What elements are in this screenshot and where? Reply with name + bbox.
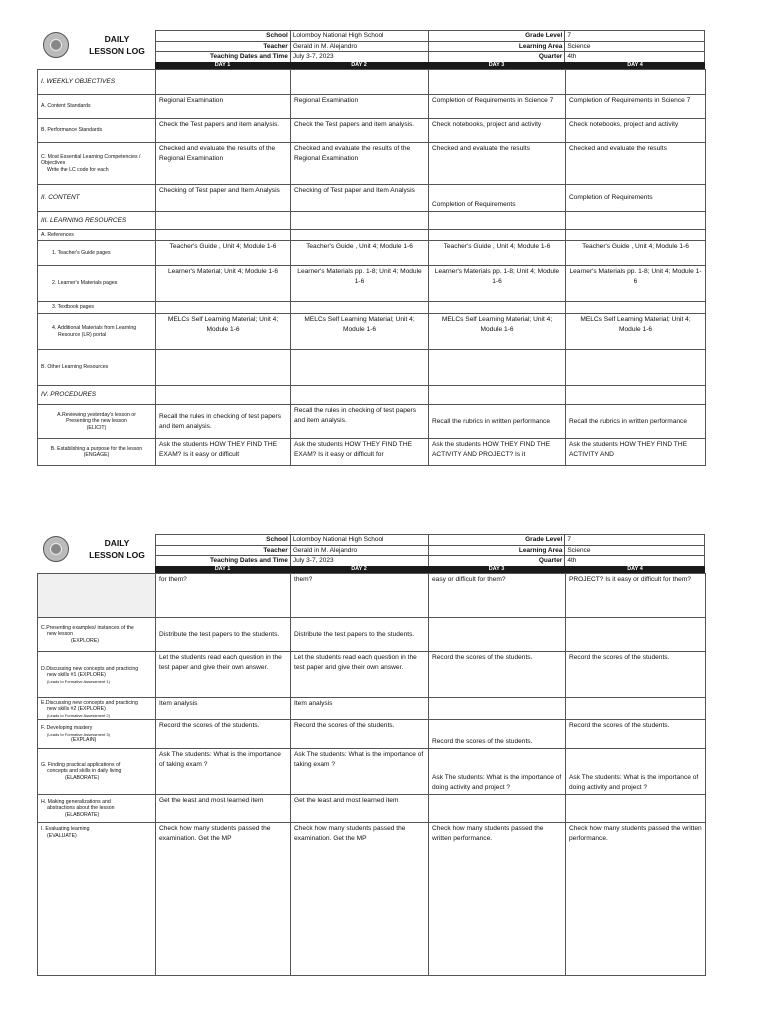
procedures-row	[38, 386, 706, 405]
row-label: D.Discussing new concepts and practicing new skills #1 (EXPLORE) (Leads to Formative Assessment 1)	[38, 652, 156, 698]
row-label: A. Content Standards	[38, 95, 156, 119]
dates-label: Teaching Dates and Time	[156, 556, 291, 567]
learning-resources-row	[38, 212, 706, 230]
cell: Learner's Material; Unit 4; Module 1-6	[156, 266, 291, 302]
cell	[429, 618, 566, 652]
cell	[429, 795, 566, 823]
cell: Teacher's Guide , Unit 4; Module 1-6	[291, 241, 429, 266]
cell: Item analysis	[156, 698, 291, 720]
day-2-header: DAY 2	[290, 566, 428, 573]
cell: Checked and evaluate the results	[429, 143, 566, 185]
cell: Learner's Materials pp. 1-8; Unit 4; Module 1-6	[291, 266, 429, 302]
cell: Record the scores of the students.	[291, 720, 429, 749]
dates-value: July 3-7, 2023	[290, 52, 428, 63]
grade-label: Grade Level	[428, 31, 565, 42]
days-bar	[155, 62, 705, 69]
row-label: 1. Teacher's Guide pages	[38, 241, 156, 266]
area-label: Learning Area	[428, 545, 565, 556]
deped-seal-icon	[43, 536, 69, 562]
lesson-log-page-2	[37, 534, 705, 976]
cell: for them?	[156, 574, 291, 618]
section-heading: III. LEARNING RESOURCES	[38, 212, 156, 230]
day-3-header: DAY 3	[428, 566, 565, 573]
teachers-guide-row	[38, 241, 706, 266]
cell	[566, 618, 706, 652]
cell: Recall the rules in checking of test papers and item analysis.	[156, 405, 291, 439]
row-label: 2. Learner's Materials pages	[38, 266, 156, 302]
log-title: DAILY LESSON LOG	[89, 34, 145, 56]
school-label: School	[156, 535, 291, 546]
cell: Completion of Requirements in Science 7	[566, 95, 706, 119]
cell: MELCs Self Learning Material; Unit 4; Module 1-6	[429, 314, 566, 350]
cell: Let the students read each question in the test paper and give their own answer.	[291, 652, 429, 698]
cell: them?	[291, 574, 429, 618]
day-1-header: DAY 1	[155, 62, 290, 69]
references-row	[38, 230, 706, 241]
school-value: Lolomboy National High School	[290, 535, 428, 546]
day-4-header: DAY 4	[565, 566, 705, 573]
row-label: B. Performance Standards	[38, 119, 156, 143]
content-standards-row	[38, 95, 706, 119]
header-info-grid	[155, 534, 705, 567]
cell: Teacher's Guide , Unit 4; Module 1-6	[566, 241, 706, 266]
discussing-1-row	[38, 652, 706, 698]
teacher-value: Gerald in M. Alejandro	[290, 545, 428, 556]
school-label: School	[156, 31, 291, 42]
cell: Ask The students: What is the importance of doing activity and project ?	[429, 749, 566, 795]
row-label: B. Establishing a purpose for the lesson (ENGAGE)	[38, 439, 156, 466]
quarter-label: Quarter	[428, 52, 565, 63]
cell: MELCs Self Learning Material; Unit 4; Module 1-6	[156, 314, 291, 350]
cell: Record the scores of the students.	[429, 720, 566, 749]
cell: Completion of Requirements	[566, 185, 706, 212]
cell: Learner's Materials pp. 1-8; Unit 4; Module 1-6	[566, 266, 706, 302]
lesson-log-page-1	[37, 30, 705, 471]
section-heading: IV. PROCEDURES	[38, 386, 156, 405]
row-label: F. Developing mastery (Leads to Formative Assessment 3) (EXPLAIN)	[38, 720, 156, 749]
cell: Recall the rubrics in written performance	[566, 405, 706, 439]
school-value: Lolomboy National High School	[290, 31, 428, 42]
row-label: A. References	[38, 230, 156, 241]
cell: Ask The students: What is the importance of taking exam ?	[291, 749, 429, 795]
cell: Get the least and most learned item	[291, 795, 429, 823]
cell: Let the students read each question in the test paper and give their own answer.	[156, 652, 291, 698]
cell: Ask The students: What is the importance of doing activity and project ?	[566, 749, 706, 795]
cell: Completion of Requirements in Science 7	[429, 95, 566, 119]
discussing-2-row	[38, 698, 706, 720]
cell: Check how many students passed the written performance.	[566, 823, 706, 976]
content-row	[38, 185, 706, 212]
presenting-row	[38, 618, 706, 652]
cell: MELCs Self Learning Material; Unit 4; Module 1-6	[566, 314, 706, 350]
cell: Ask the students HOW THEY FIND THE ACTIVITY AND PROJECT? Is it	[429, 439, 566, 466]
cell: easy or difficult for them?	[429, 574, 566, 618]
learners-materials-row	[38, 266, 706, 302]
weekly-objectives-row	[38, 70, 706, 95]
cell	[566, 795, 706, 823]
log-title: DAILY LESSON LOG	[89, 538, 145, 560]
competencies-row	[38, 143, 706, 185]
cell: Record the scores of the students.	[566, 652, 706, 698]
row-label: B. Other Learning Resources	[38, 350, 156, 386]
cell	[429, 698, 566, 720]
teacher-value: Gerald in M. Alejandro	[290, 41, 428, 52]
cell: Check notebooks, project and activity	[429, 119, 566, 143]
section-heading: I. WEEKLY OBJECTIVES	[38, 70, 156, 95]
cell: Record the scores of the students.	[156, 720, 291, 749]
row-label: H. Making generalizations and abstractions about the lesson (ELABORATE)	[38, 795, 156, 823]
cell: Learner's Materials pp. 1-8; Unit 4; Module 1-6	[429, 266, 566, 302]
page-2-grid	[37, 573, 706, 976]
cell: Ask the students HOW THEY FIND THE EXAM? Is it easy or difficult	[156, 439, 291, 466]
row-label: I. Evaluating learning (EVALUATE)	[38, 823, 156, 976]
cell: Ask the students HOW THEY FIND THE ACTIVITY AND	[566, 439, 706, 466]
cell: Distribute the test papers to the students.	[156, 618, 291, 652]
quarter-value: 4th	[565, 556, 705, 567]
row-label: C. Most Essential Learning Competencies / Objectives Write the LC code for each	[38, 143, 156, 185]
generalizations-row	[38, 795, 706, 823]
section-heading: II. CONTENT	[38, 185, 156, 212]
page-1-grid	[37, 69, 706, 466]
cell: Check the Test papers and item analysis.	[291, 119, 429, 143]
row-label: C.Presenting examples/ instances of the new lesson (EXPLORE)	[38, 618, 156, 652]
cell: Ask The students: What is the importance of taking exam ?	[156, 749, 291, 795]
cell: Check notebooks, project and activity	[566, 119, 706, 143]
cell: Checking of Test paper and Item Analysis	[291, 185, 429, 212]
days-bar	[155, 566, 705, 573]
day-1-header: DAY 1	[155, 566, 290, 573]
cell: Check how many students passed the examination. Get the MP	[291, 823, 429, 976]
day-2-header: DAY 2	[290, 62, 428, 69]
purpose-row	[38, 439, 706, 466]
continued-row	[38, 574, 706, 618]
row-label: A.Reviewing yesterday's lesson or Presenting the new lesson (ELICIT)	[38, 405, 156, 439]
cell: Record the scores of the students.	[566, 720, 706, 749]
cell: Distribute the test papers to the students.	[291, 618, 429, 652]
cell: PROJECT? Is it easy or difficult for them?	[566, 574, 706, 618]
grade-value: 7	[565, 535, 705, 546]
cell: Recall the rules in checking of test papers and item analysis.	[291, 405, 429, 439]
row-label: 4. Additional Materials from Learning Resource (LR) portal	[38, 314, 156, 350]
cell: Recall the rubrics in written performance	[429, 405, 566, 439]
header-info-grid	[155, 30, 705, 63]
cell: Item analysis	[291, 698, 429, 720]
teacher-label: Teacher	[156, 545, 291, 556]
cell	[566, 698, 706, 720]
cell: Record the scores of the students.	[429, 652, 566, 698]
page-header	[37, 534, 705, 566]
cell: Ask the students HOW THEY FIND THE EXAM? Is it easy or difficult for	[291, 439, 429, 466]
dates-label: Teaching Dates and Time	[156, 52, 291, 63]
area-label: Learning Area	[428, 41, 565, 52]
area-value: Science	[565, 545, 705, 556]
cell: Get the least and most learned item	[156, 795, 291, 823]
grade-value: 7	[565, 31, 705, 42]
cell: Teacher's Guide , Unit 4; Module 1-6	[156, 241, 291, 266]
page-header	[37, 30, 705, 62]
cell: Regional Examination	[156, 95, 291, 119]
day-4-header: DAY 4	[565, 62, 705, 69]
review-row	[38, 405, 706, 439]
grade-label: Grade Level	[428, 535, 565, 546]
other-resources-row	[38, 350, 706, 386]
cell: Completion of Requirements	[429, 185, 566, 212]
deped-seal-icon	[43, 32, 69, 58]
cell: Check how many students passed the examination. Get the MP	[156, 823, 291, 976]
day-3-header: DAY 3	[428, 62, 565, 69]
dates-value: July 3-7, 2023	[290, 556, 428, 567]
area-value: Science	[565, 41, 705, 52]
cell: Check how many students passed the written performance.	[429, 823, 566, 976]
row-label: E.Discussing new concepts and practicing new skills #2 (EXPLORE) (Leads to Formative Assessment 2)	[38, 698, 156, 720]
cell: Checked and evaluate the results of the Regional Examination	[156, 143, 291, 185]
cell: MELCs Self Learning Material; Unit 4; Module 1-6	[291, 314, 429, 350]
quarter-label: Quarter	[428, 556, 565, 567]
cell: Check the Test papers and item analysis.	[156, 119, 291, 143]
quarter-value: 4th	[565, 52, 705, 63]
performance-standards-row	[38, 119, 706, 143]
practical-row	[38, 749, 706, 795]
cell: Teacher's Guide , Unit 4; Module 1-6	[429, 241, 566, 266]
mastery-row	[38, 720, 706, 749]
textbook-row	[38, 302, 706, 314]
cell: Checked and evaluate the results of the Regional Examination	[291, 143, 429, 185]
additional-materials-row	[38, 314, 706, 350]
row-label: 3. Textbook pages	[38, 302, 156, 314]
row-label: G. Finding practical applications of concepts and skills in daily living (ELABORATE)	[38, 749, 156, 795]
evaluating-row	[38, 823, 706, 976]
cell: Regional Examination	[291, 95, 429, 119]
teacher-label: Teacher	[156, 41, 291, 52]
cell: Checking of Test paper and Item Analysis	[156, 185, 291, 212]
cell: Checked and evaluate the results	[566, 143, 706, 185]
